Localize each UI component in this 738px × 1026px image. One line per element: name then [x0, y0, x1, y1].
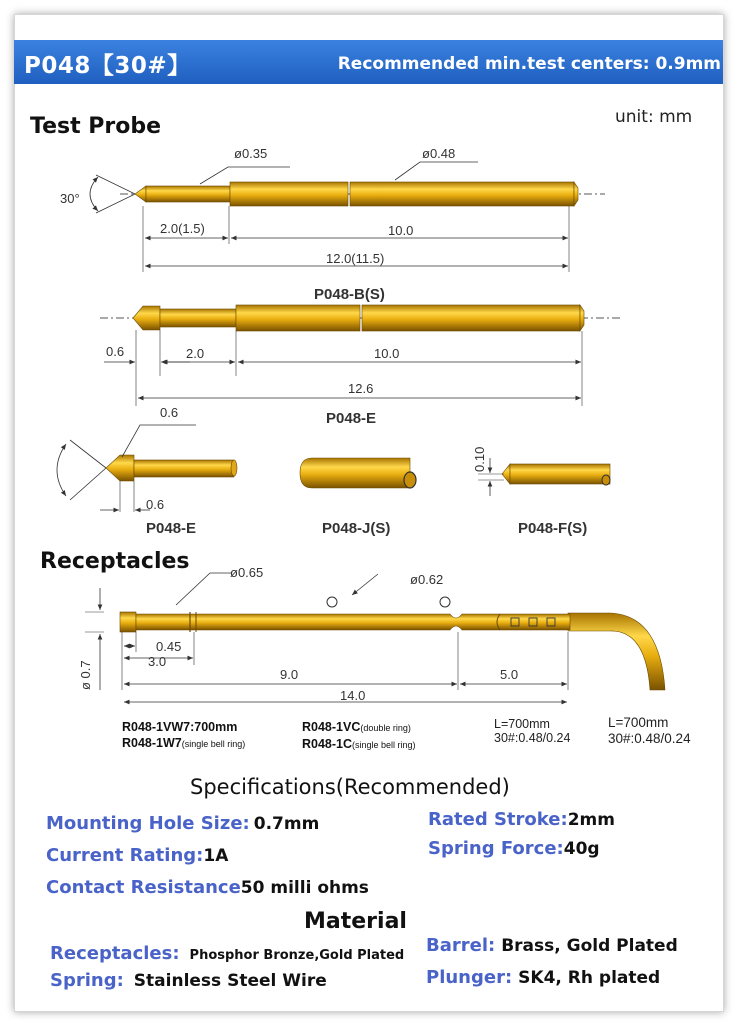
spec-mounting [46, 813, 319, 834]
part-r048-1w7-code: R048-1W7 [122, 736, 182, 750]
part-r048-1c-code: R048-1C [302, 737, 353, 751]
dim-0-10: 0.10 [472, 446, 487, 472]
material-barrel-value: Brass, Gold Plated [501, 936, 678, 956]
spec-current-value: 1A [203, 846, 229, 866]
part-r048-1c [302, 737, 416, 751]
length-note-1 [494, 717, 570, 745]
spec-current [46, 845, 228, 866]
length-note-2-size: 30#:0.48/0.24 [608, 731, 691, 746]
tip-j-drawing [300, 458, 416, 488]
length-note-2 [608, 715, 691, 747]
dim-r-5-0: 5.0 [500, 667, 519, 682]
part-r048-1w7-note: (single bell ring) [181, 739, 246, 749]
material-barrel-label: Barrel: [426, 935, 496, 956]
part-r048-1vc-note: (double ring) [360, 723, 411, 733]
dim-r-3-0: 3.0 [148, 654, 167, 669]
dim-12-0: 12.0(11.5) [326, 251, 385, 266]
spec-contact-value: 50 milli ohms [240, 878, 369, 898]
part-r048-1c-note: (single bell ring) [352, 740, 416, 750]
dim-r-9-0: 9.0 [280, 667, 299, 682]
material-spring-value: Stainless Steel Wire [133, 971, 327, 991]
material-plunger-label: Plunger: [426, 967, 513, 988]
dim-r-0-45: 0.45 [156, 639, 182, 654]
part-r048-1vw7: R048-1VW7:700mm [122, 720, 238, 734]
spec-stroke-value: 2mm [567, 810, 615, 830]
dim-e-0-6: 0.6 [106, 344, 125, 359]
tip-angle: 30° [60, 191, 80, 206]
length-note-2-l: L=700mm [608, 715, 669, 730]
dim-10-0: 10.0 [388, 223, 414, 238]
material-spring-label: Spring: [50, 970, 124, 991]
material-receptacles-value: Phosphor Bronze,Gold Plated [189, 948, 405, 963]
material-plunger-value: SK4, Rh plated [518, 968, 661, 988]
dim-d048: ø0.48 [422, 146, 456, 161]
page-title: P048【30#】 [24, 53, 191, 79]
dim-e-2-0: 2.0 [186, 346, 205, 361]
dim-tip-0-6-top: 0.6 [160, 405, 179, 420]
spec-contact [46, 877, 369, 898]
dim-d035: ø0.35 [234, 146, 268, 161]
length-note-1-size: 30#:0.48/0.24 [494, 731, 571, 745]
dim-r-d062: ø0.62 [410, 572, 444, 587]
material-receptacles [50, 943, 404, 964]
dim-tip-0-6-bottom: 0.6 [146, 497, 165, 512]
dim-2-0: 2.0(1.5) [160, 221, 205, 236]
spec-contact-label: Contact Resistance [46, 877, 241, 898]
material-plunger [426, 967, 660, 988]
specs-title: Specifications(Recommended) [190, 775, 510, 799]
test-probe-heading: Test Probe [30, 114, 162, 139]
tip-label-e: P048-E [146, 520, 197, 537]
dim-r-14-0: 14.0 [340, 688, 366, 703]
material-receptacles-label: Receptacles: [50, 943, 180, 964]
spec-force [428, 838, 600, 859]
spec-stroke-label: Rated Stroke: [428, 809, 568, 830]
unit-label: unit: mm [615, 107, 693, 127]
receptacles-heading: Receptacles [40, 549, 190, 574]
spec-force-label: Spring Force: [428, 838, 564, 859]
material-title: Material [304, 909, 407, 934]
material-barrel [426, 935, 678, 956]
tip-label-js: P048-J(S) [322, 520, 391, 537]
dim-r-d065: ø0.65 [230, 565, 264, 580]
receptacle-drawing [85, 573, 665, 702]
material-spring [50, 970, 327, 991]
length-note-1-l: L=700mm [494, 717, 550, 731]
dim-e-12-6: 12.6 [348, 381, 374, 396]
model-p048-bs: P048-B(S) [314, 286, 385, 303]
part-r048-1w7 [122, 736, 245, 750]
tip-label-fs: P048-F(S) [518, 520, 588, 537]
spec-current-label: Current Rating: [46, 845, 204, 866]
spec-mounting-value: 0.7mm [253, 814, 320, 834]
dim-e-10-0: 10.0 [374, 346, 400, 361]
spec-force-value: 40g [563, 839, 600, 859]
model-p048-e: P048-E [326, 410, 377, 427]
tip-f-drawing [478, 458, 610, 496]
spec-stroke [428, 809, 615, 830]
part-r048-1vc-code: R048-1VC [302, 720, 361, 734]
part-r048-1vc [302, 720, 411, 734]
dim-r-d07: ø 0.7 [78, 660, 93, 690]
spec-mounting-label: Mounting Hole Size: [46, 813, 250, 834]
recommended-centers: Recommended min.test centers: 0.9mm [337, 54, 721, 74]
